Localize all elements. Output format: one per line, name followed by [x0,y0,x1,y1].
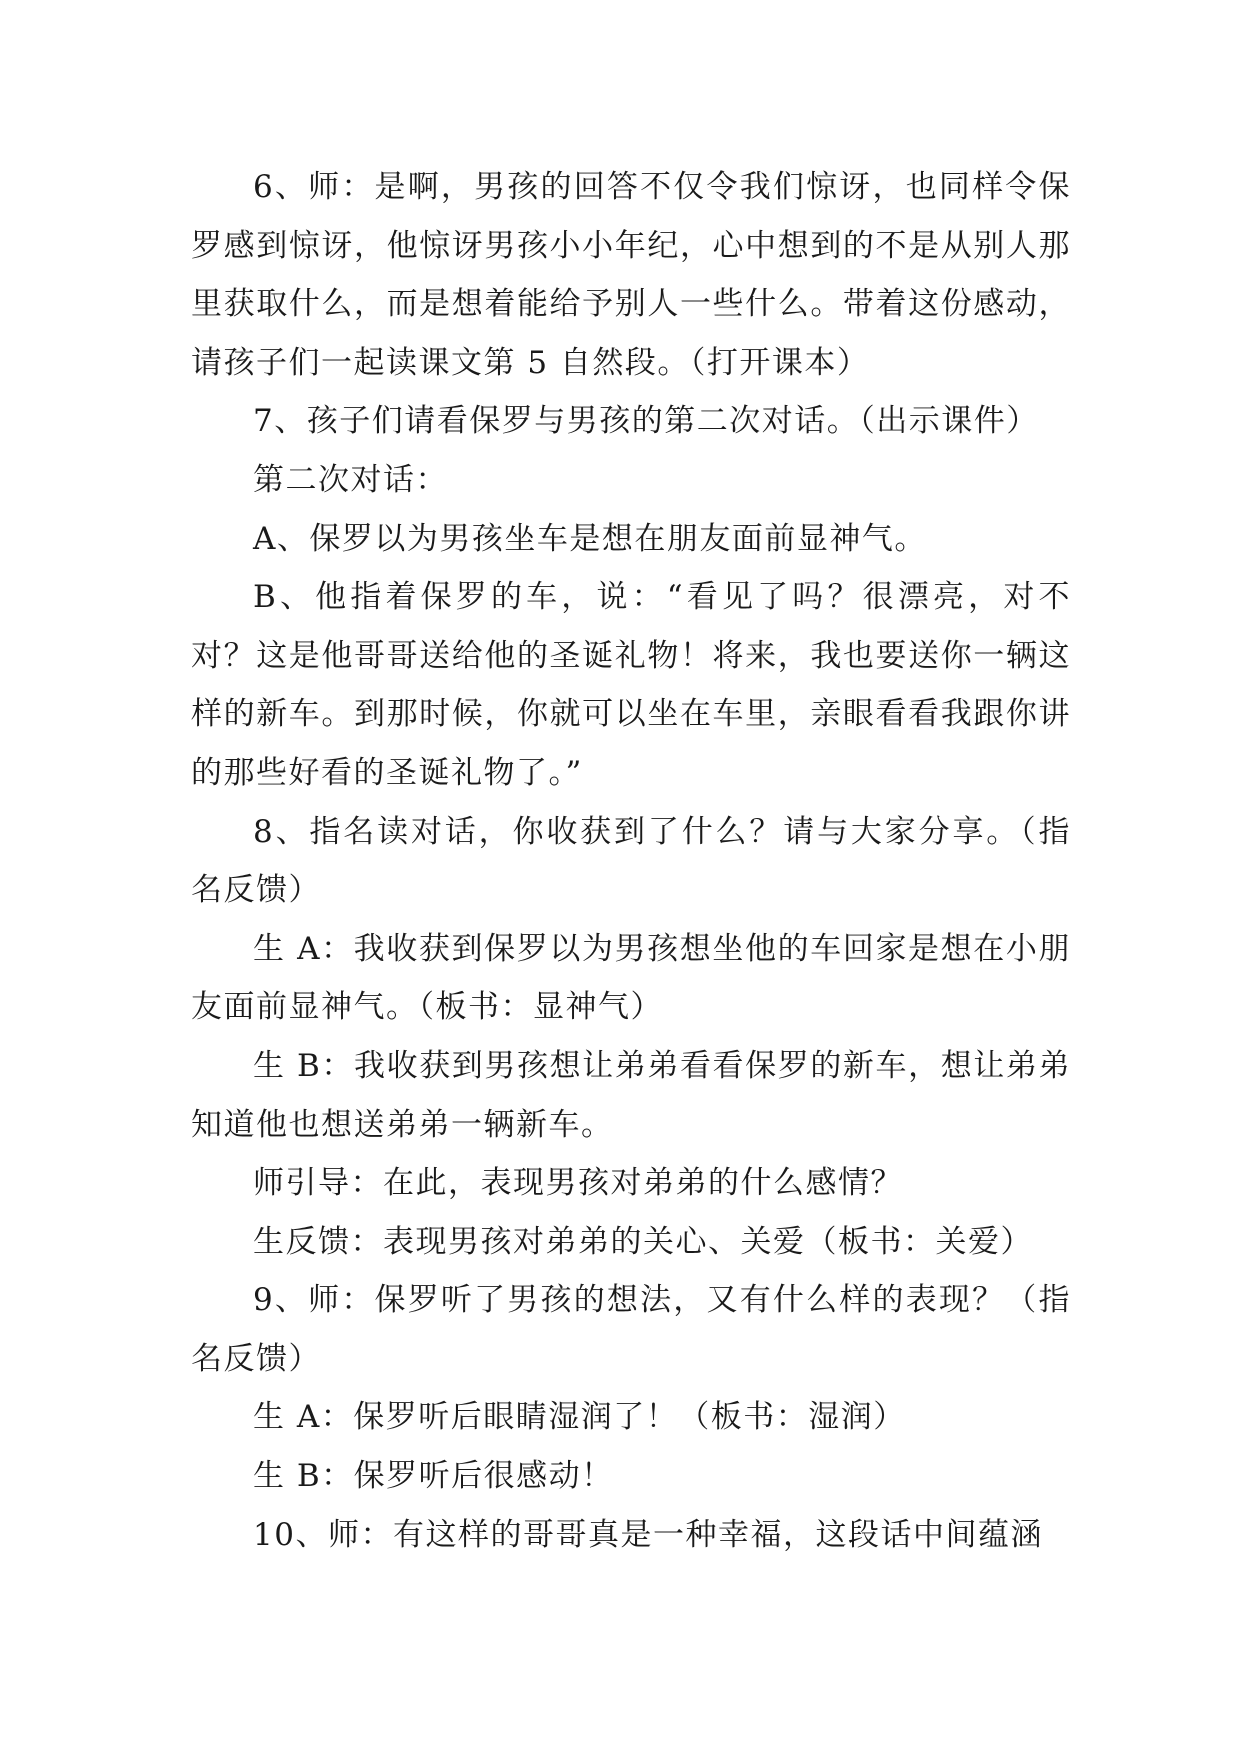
dialogue-a: A、保罗以为男孩坐车是想在朋友面前显神气。 [253,520,927,557]
student-a-answer-2: 生 A：保罗听后眼睛湿润了！（板书：湿润） [253,1399,906,1436]
student-b-answer-2: 生 B：保罗听后很感动！ [253,1458,614,1495]
paragraph-8: 8、指名读对话，你收获到了什么？请与大家分享。（指名反馈） [191,813,1071,909]
document-body [191,158,1071,1564]
dialogue-heading: 第二次对话： [253,461,448,498]
student-b-answer-1: 生 B：我收获到男孩想让弟弟看看保罗的新车，想让弟弟知道他也想送弟弟一辆新车。 [191,1047,1071,1143]
dialogue-b: B、他指着保罗的车，说：“看见了吗？很漂亮，对不对？这是他哥哥送给他的圣诞礼物！将来，我也要送你一辆这样的新车。到那时候，你就可以坐在车里，亲眼看看我跟你讲的那些好看的圣诞礼物了。” [191,579,1071,791]
paragraph-10: 10、师：有这样的哥哥真是一种幸福，这段话中间蕴涵 [253,1516,1043,1553]
paragraph-9: 9、师：保罗听了男孩的想法，又有什么样的表现？（指名反馈） [191,1282,1071,1377]
paragraph-7: 7、孩子们请看保罗与男孩的第二次对话。（出示课件） [253,403,1039,440]
student-a-answer-1: 生 A：我收获到保罗以为男孩想坐他的车回家是想在小朋友面前显神气。（板书：显神气） [191,930,1071,1026]
paragraph-6: 6、师：是啊，男孩的回答不仅令我们惊讶，也同样令保罗感到惊讶，他惊讶男孩小小年纪，心中想到的不是从别人那里获取什么，而是想着能给予别人一些什么。带着这份感动，请孩子们一起读课文第 5 自然段。（打开课本） [191,169,1071,381]
teacher-guide: 师引导：在此，表现男孩对弟弟的什么感情？ [253,1165,903,1202]
student-feedback: 生反馈：表现男孩对弟弟的关心、关爱（板书：关爱） [253,1223,1033,1260]
